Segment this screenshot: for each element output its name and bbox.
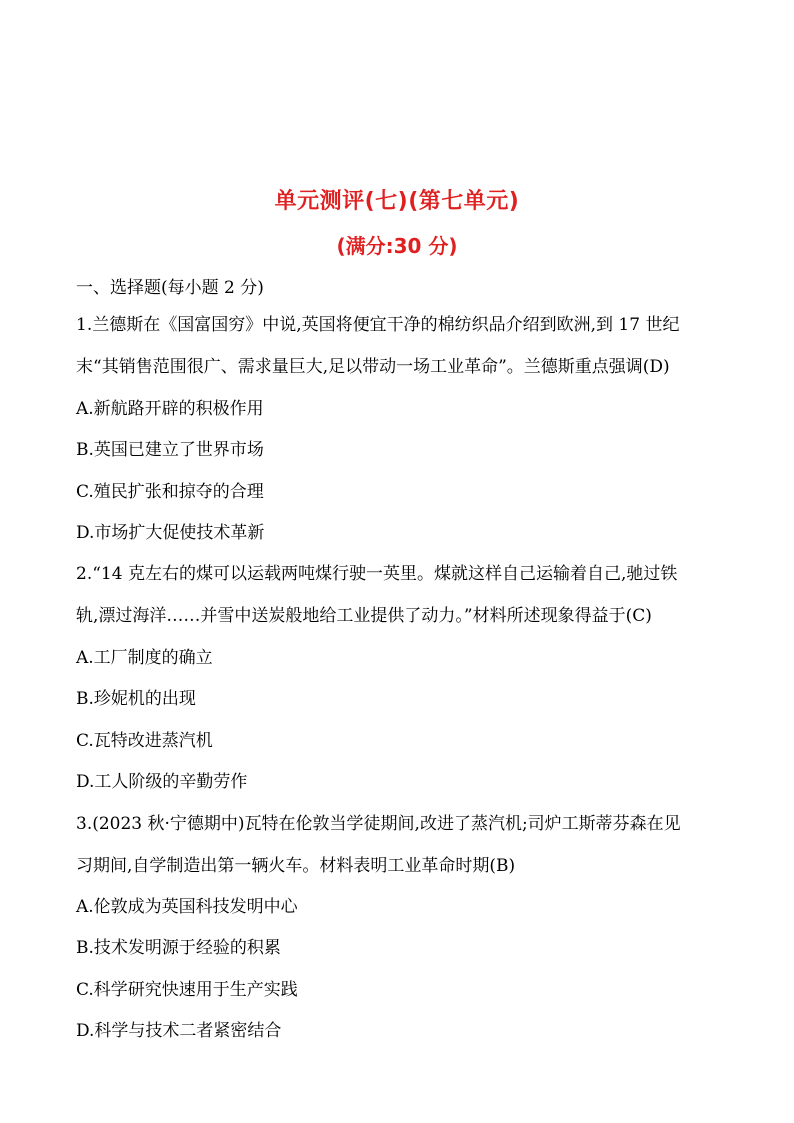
question-3-option-d: D.科学与技术二者紧密结合 <box>76 1021 282 1041</box>
question-1-option-d: D.市场扩大促使技术革新 <box>76 523 265 543</box>
page-title: 单元测评(七)(第七单元) <box>274 189 520 214</box>
question-2-option-d: D.工人阶级的辛勤劳作 <box>76 772 248 792</box>
question-3-option-c: C.科学研究快速用于生产实践 <box>76 980 298 1000</box>
question-3-stem-line-2: 习期间,自学制造出第一辆火车。材料表明工业革命时期(B) <box>76 856 516 876</box>
question-1-option-c: C.殖民扩张和掠夺的合理 <box>76 482 264 502</box>
question-2-stem-line-2: 轨,漂过海洋……并雪中送炭般地给工业提供了动力。”材料所述现象得益于(C) <box>76 606 652 626</box>
question-2-option-c: C.瓦特改进蒸汽机 <box>76 731 213 751</box>
section-heading: 一、选择题(每小题 2 分) <box>76 278 264 298</box>
question-1-stem-line-1: 1.兰德斯在《国富国穷》中说,英国将便宜干净的棉纺织品介绍到欧洲,到 17 世纪 <box>76 315 680 335</box>
question-3-stem-line-1: 3.(2023 秋·宁德期中)瓦特在伦敦当学徒期间,改进了蒸汽机;司炉工斯蒂芬森在见 <box>76 814 681 834</box>
question-2-option-a: A.工厂制度的确立 <box>76 648 213 668</box>
question-3-option-b: B.技术发明源于经验的积累 <box>76 938 281 958</box>
question-1-option-b: B.英国已建立了世界市场 <box>76 440 264 460</box>
question-1-stem-line-2: 末“其销售范围很广、需求量巨大,足以带动一场工业革命”。兰德斯重点强调(D) <box>76 357 670 377</box>
question-1-option-a: A.新航路开辟的积极作用 <box>76 399 264 419</box>
question-2-option-b: B.珍妮机的出现 <box>76 689 196 709</box>
question-2-stem-line-1: 2.“14 克左右的煤可以运载两吨煤行驶一英里。煤就这样自己运输着自己,驰过铁 <box>76 564 678 584</box>
question-3-option-a: A.伦敦成为英国科技发明中心 <box>76 897 298 917</box>
page-subtitle: (满分:30 分) <box>336 234 458 258</box>
